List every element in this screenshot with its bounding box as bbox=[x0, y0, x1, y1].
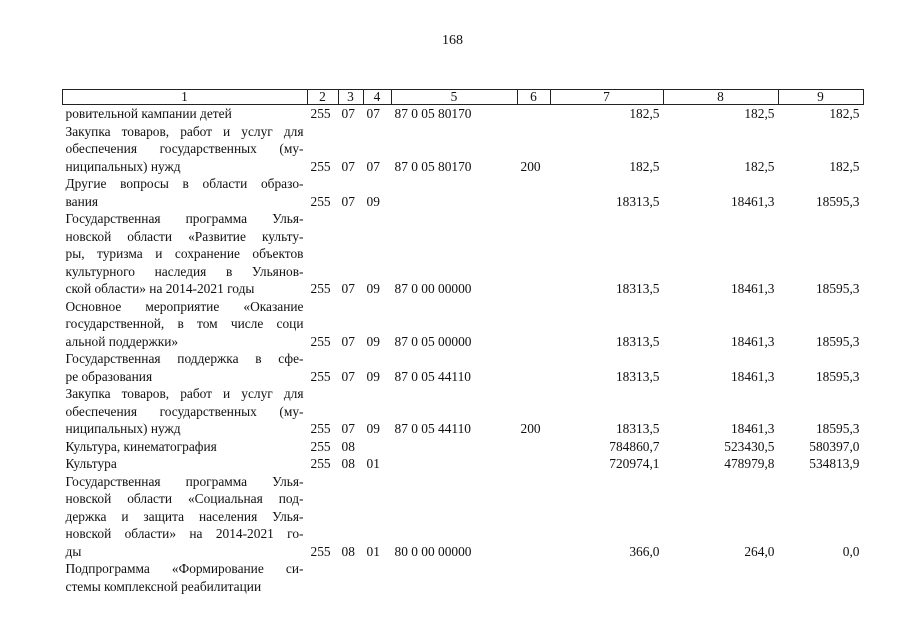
row-description-line: ниципальных) нужд bbox=[65, 158, 181, 174]
row-description-line: Государственная программа Улья- bbox=[65, 473, 304, 489]
row-description-line: Государственная поддержка в сфе- bbox=[65, 351, 304, 366]
cell-c8 bbox=[664, 140, 779, 158]
cell-c4 bbox=[364, 403, 392, 421]
cell-c5: 87 0 05 80170 bbox=[394, 158, 472, 174]
cell-c4: 09 bbox=[366, 368, 380, 384]
cell-c2: 255 bbox=[310, 456, 331, 471]
cell-c8: 18461,3 bbox=[730, 333, 775, 349]
table-row bbox=[63, 403, 864, 421]
cell-c9: 534813,9 bbox=[809, 456, 860, 471]
cell-c2 bbox=[308, 315, 339, 333]
cell-c9 bbox=[779, 175, 864, 193]
row-description-line: новской области» на 2014-2021 го- bbox=[65, 526, 304, 541]
row-description-line: стемы комплексной реабилитации bbox=[65, 578, 262, 594]
cell-c3 bbox=[339, 525, 364, 543]
column-header-6: 6 bbox=[518, 90, 551, 105]
cell-c6 bbox=[518, 123, 551, 141]
cell-c7: 182,5 bbox=[629, 106, 660, 121]
cell-c9 bbox=[779, 473, 864, 491]
cell-c6 bbox=[518, 455, 551, 473]
cell-c3: 07 bbox=[341, 281, 355, 296]
cell-c8 bbox=[664, 578, 779, 596]
cell-c7 bbox=[551, 525, 664, 543]
cell-c4: 01 bbox=[366, 543, 380, 559]
budget-table bbox=[62, 89, 864, 595]
row-description-line: альной поддержки» bbox=[65, 333, 179, 349]
cell-c7 bbox=[551, 508, 664, 526]
row-description-line: обеспечения государственных (му- bbox=[65, 141, 304, 156]
table-row bbox=[63, 333, 864, 351]
column-header-4: 4 bbox=[364, 90, 392, 105]
cell-c2: 255 bbox=[310, 333, 331, 349]
cell-c4 bbox=[364, 228, 392, 246]
cell-c4 bbox=[364, 315, 392, 333]
row-description-line: Основное мероприятие «Оказание bbox=[65, 298, 304, 314]
cell-c8: 264,0 bbox=[744, 543, 775, 559]
cell-c2 bbox=[308, 490, 339, 508]
cell-c3 bbox=[339, 245, 364, 263]
cell-c2 bbox=[308, 560, 339, 578]
cell-c6 bbox=[518, 228, 551, 246]
table-row bbox=[63, 245, 864, 263]
cell-c6 bbox=[518, 525, 551, 543]
cell-c8 bbox=[664, 298, 779, 316]
cell-c3 bbox=[339, 263, 364, 281]
cell-c8: 18461,3 bbox=[730, 421, 775, 436]
table-row bbox=[63, 298, 864, 316]
cell-c3: 07 bbox=[341, 193, 355, 209]
cell-c4 bbox=[364, 578, 392, 596]
table-row bbox=[63, 438, 864, 456]
table-row bbox=[63, 455, 864, 473]
cell-c9 bbox=[779, 403, 864, 421]
cell-c9: 18595,3 bbox=[815, 368, 860, 384]
cell-c9 bbox=[779, 298, 864, 316]
cell-c8 bbox=[664, 175, 779, 193]
cell-c8 bbox=[664, 263, 779, 281]
cell-c2 bbox=[308, 228, 339, 246]
cell-c8: 18461,3 bbox=[730, 281, 775, 296]
cell-c7: 720974,1 bbox=[609, 456, 660, 471]
cell-c2: 255 bbox=[310, 543, 331, 559]
cell-c3: 08 bbox=[341, 438, 355, 454]
cell-c9: 18595,3 bbox=[815, 193, 860, 209]
cell-c7 bbox=[551, 175, 664, 193]
cell-c8 bbox=[664, 490, 779, 508]
cell-c9: 18595,3 bbox=[815, 281, 860, 296]
cell-c6 bbox=[518, 263, 551, 281]
cell-c5: 87 0 05 44110 bbox=[394, 368, 471, 384]
cell-c6 bbox=[518, 350, 551, 368]
cell-c2 bbox=[308, 175, 339, 193]
cell-c7 bbox=[551, 140, 664, 158]
cell-c2 bbox=[308, 385, 339, 403]
cell-c7 bbox=[551, 228, 664, 246]
cell-c7: 18313,5 bbox=[615, 421, 660, 436]
cell-c3 bbox=[339, 123, 364, 141]
row-description-line: вания bbox=[65, 193, 99, 209]
cell-c3 bbox=[339, 508, 364, 526]
table-row bbox=[63, 263, 864, 281]
row-description-line: новской области «Развитие культу- bbox=[65, 228, 304, 244]
cell-c6 bbox=[518, 560, 551, 578]
cell-c8 bbox=[664, 385, 779, 403]
table-row bbox=[63, 490, 864, 508]
row-description-line: ровительной кампании детей bbox=[65, 106, 232, 121]
row-description-line: Подпрограмма «Формирование си- bbox=[65, 561, 304, 576]
cell-c2 bbox=[308, 525, 339, 543]
cell-c4: 09 bbox=[366, 421, 380, 436]
cell-c6 bbox=[518, 175, 551, 193]
row-description-line: культурного наследия в Ульянов- bbox=[65, 263, 304, 279]
cell-c8 bbox=[664, 228, 779, 246]
cell-c5: 80 0 00 00000 bbox=[394, 543, 472, 559]
cell-c4 bbox=[364, 473, 392, 491]
cell-c3 bbox=[339, 490, 364, 508]
cell-c7 bbox=[551, 263, 664, 281]
cell-c3 bbox=[339, 560, 364, 578]
cell-c9 bbox=[779, 140, 864, 158]
row-description-line: обеспечения государственных (му- bbox=[65, 403, 304, 419]
cell-c6 bbox=[518, 245, 551, 263]
cell-c4 bbox=[364, 123, 392, 141]
cell-c3 bbox=[339, 385, 364, 403]
cell-c4: 09 bbox=[366, 193, 380, 209]
cell-c6 bbox=[518, 140, 551, 158]
cell-c6 bbox=[518, 298, 551, 316]
cell-c9: 18595,3 bbox=[815, 421, 860, 436]
cell-c5 bbox=[392, 473, 518, 491]
cell-c8 bbox=[664, 210, 779, 228]
cell-c8 bbox=[664, 245, 779, 263]
cell-c3: 08 bbox=[341, 543, 355, 559]
cell-c7 bbox=[551, 385, 664, 403]
table-row bbox=[63, 140, 864, 158]
cell-c5 bbox=[392, 315, 518, 333]
table-row bbox=[63, 193, 864, 211]
cell-c2 bbox=[308, 473, 339, 491]
cell-c6 bbox=[518, 193, 551, 211]
cell-c8 bbox=[664, 560, 779, 578]
cell-c2 bbox=[308, 123, 339, 141]
cell-c3: 07 bbox=[341, 368, 355, 384]
row-description-line: ры, туризма и сохранение объектов bbox=[65, 246, 304, 261]
cell-c5 bbox=[392, 350, 518, 368]
cell-c4 bbox=[364, 508, 392, 526]
cell-c9 bbox=[779, 228, 864, 246]
table-row bbox=[63, 385, 864, 403]
cell-c4 bbox=[364, 140, 392, 158]
cell-c6 bbox=[518, 508, 551, 526]
cell-c5 bbox=[392, 175, 518, 193]
cell-c9 bbox=[779, 525, 864, 543]
cell-c5 bbox=[392, 490, 518, 508]
cell-c3 bbox=[339, 315, 364, 333]
cell-c7 bbox=[551, 560, 664, 578]
cell-c2: 255 bbox=[310, 158, 331, 174]
cell-c5 bbox=[392, 193, 518, 211]
cell-c5 bbox=[392, 578, 518, 596]
cell-c5: 87 0 05 00000 bbox=[394, 333, 472, 349]
table-row bbox=[63, 158, 864, 176]
cell-c3 bbox=[339, 473, 364, 491]
cell-c3 bbox=[339, 298, 364, 316]
column-header-7: 7 bbox=[551, 90, 664, 105]
cell-c8 bbox=[664, 350, 779, 368]
column-header-9: 9 bbox=[779, 90, 864, 105]
cell-c5 bbox=[392, 123, 518, 141]
cell-c7 bbox=[551, 350, 664, 368]
column-header-5: 5 bbox=[392, 90, 518, 105]
cell-c5 bbox=[392, 508, 518, 526]
cell-c8 bbox=[664, 525, 779, 543]
header-row bbox=[63, 90, 864, 105]
table-row bbox=[63, 210, 864, 228]
cell-c7 bbox=[551, 123, 664, 141]
cell-c6 bbox=[518, 578, 551, 596]
cell-c2 bbox=[308, 403, 339, 421]
row-description-line: новской области «Социальная под- bbox=[65, 491, 304, 506]
table-row bbox=[63, 368, 864, 386]
cell-c2: 255 bbox=[310, 193, 331, 209]
cell-c5 bbox=[392, 263, 518, 281]
cell-c7: 18313,5 bbox=[615, 281, 660, 296]
column-header-2: 2 bbox=[308, 90, 339, 105]
cell-c7 bbox=[551, 490, 664, 508]
table-row bbox=[63, 228, 864, 246]
cell-c5 bbox=[392, 438, 518, 456]
cell-c4 bbox=[364, 263, 392, 281]
cell-c4: 09 bbox=[366, 333, 380, 349]
cell-c3: 07 bbox=[341, 421, 355, 436]
cell-c3 bbox=[339, 210, 364, 228]
cell-c4: 09 bbox=[366, 281, 380, 296]
cell-c4: 07 bbox=[366, 158, 380, 174]
cell-c2 bbox=[308, 350, 339, 368]
column-header-8: 8 bbox=[664, 90, 779, 105]
row-description-line: Другие вопросы в области образо- bbox=[65, 176, 304, 191]
table-row bbox=[63, 280, 864, 298]
cell-c7: 18313,5 bbox=[615, 193, 660, 209]
cell-c9 bbox=[779, 560, 864, 578]
table-row bbox=[63, 525, 864, 543]
cell-c6 bbox=[518, 385, 551, 403]
cell-c9 bbox=[779, 245, 864, 263]
cell-c2 bbox=[308, 140, 339, 158]
table-row bbox=[63, 175, 864, 193]
cell-c6 bbox=[518, 368, 551, 386]
table-row bbox=[63, 350, 864, 368]
cell-c3 bbox=[339, 228, 364, 246]
table-row bbox=[63, 578, 864, 596]
table-row bbox=[63, 473, 864, 491]
cell-c5: 87 0 05 80170 bbox=[394, 106, 472, 121]
cell-c2: 255 bbox=[310, 421, 331, 436]
cell-c9 bbox=[779, 385, 864, 403]
cell-c2 bbox=[308, 508, 339, 526]
table-row bbox=[63, 508, 864, 526]
cell-c2 bbox=[308, 263, 339, 281]
cell-c2: 255 bbox=[310, 106, 331, 121]
cell-c7: 366,0 bbox=[629, 543, 660, 559]
cell-c5: 87 0 05 44110 bbox=[394, 421, 471, 436]
cell-c2 bbox=[308, 210, 339, 228]
column-header-3: 3 bbox=[339, 90, 364, 105]
cell-c4 bbox=[364, 298, 392, 316]
cell-c7: 18313,5 bbox=[615, 333, 660, 349]
cell-c9 bbox=[779, 490, 864, 508]
cell-c6 bbox=[518, 280, 551, 298]
cell-c5 bbox=[392, 140, 518, 158]
table-body bbox=[63, 105, 864, 596]
table-row bbox=[63, 560, 864, 578]
cell-c8: 182,5 bbox=[744, 106, 775, 121]
cell-c3: 08 bbox=[341, 456, 355, 471]
cell-c9: 182,5 bbox=[829, 106, 860, 121]
cell-c9 bbox=[779, 210, 864, 228]
cell-c4 bbox=[364, 438, 392, 456]
cell-c4 bbox=[364, 350, 392, 368]
cell-c2 bbox=[308, 578, 339, 596]
cell-c3: 07 bbox=[341, 158, 355, 174]
cell-c2 bbox=[308, 245, 339, 263]
cell-c9 bbox=[779, 508, 864, 526]
cell-c7: 182,5 bbox=[629, 158, 660, 174]
row-description-line: ниципальных) нужд bbox=[65, 421, 181, 436]
table-row bbox=[63, 420, 864, 438]
row-description-line: Закупка товаров, работ и услуг для bbox=[65, 386, 304, 401]
cell-c9 bbox=[779, 263, 864, 281]
cell-c6 bbox=[518, 105, 551, 123]
cell-c7 bbox=[551, 403, 664, 421]
cell-c5 bbox=[392, 403, 518, 421]
cell-c3 bbox=[339, 140, 364, 158]
cell-c7: 784860,7 bbox=[609, 438, 660, 454]
cell-c9: 18595,3 bbox=[815, 333, 860, 349]
row-description-line: ды bbox=[65, 543, 82, 559]
cell-c3: 07 bbox=[341, 106, 355, 121]
cell-c2 bbox=[308, 298, 339, 316]
cell-c8 bbox=[664, 403, 779, 421]
cell-c8 bbox=[664, 473, 779, 491]
row-description-line: ской области» на 2014-2021 годы bbox=[65, 281, 255, 296]
cell-c8 bbox=[664, 315, 779, 333]
row-description-line: государственной, в том числе соци bbox=[65, 316, 304, 331]
row-description-line: Культура bbox=[65, 456, 117, 471]
cell-c4 bbox=[364, 385, 392, 403]
cell-c6 bbox=[518, 315, 551, 333]
cell-c5 bbox=[392, 245, 518, 263]
cell-c6 bbox=[518, 490, 551, 508]
cell-c4: 07 bbox=[366, 106, 380, 121]
cell-c4: 01 bbox=[366, 456, 380, 471]
column-header-1: 1 bbox=[63, 90, 308, 105]
cell-c7 bbox=[551, 315, 664, 333]
cell-c4 bbox=[364, 245, 392, 263]
cell-c8: 182,5 bbox=[744, 158, 775, 174]
cell-c6 bbox=[518, 543, 551, 561]
cell-c2: 255 bbox=[310, 281, 331, 296]
row-description-line: держка и защита населения Улья- bbox=[65, 508, 304, 524]
cell-c2: 255 bbox=[310, 438, 331, 454]
cell-c6 bbox=[518, 473, 551, 491]
cell-c5 bbox=[392, 560, 518, 578]
cell-c9 bbox=[779, 123, 864, 141]
cell-c9: 0,0 bbox=[842, 543, 860, 559]
cell-c5: 87 0 00 00000 bbox=[394, 281, 472, 296]
cell-c6 bbox=[518, 438, 551, 456]
cell-c5 bbox=[392, 210, 518, 228]
table-row bbox=[63, 543, 864, 561]
cell-c4 bbox=[364, 525, 392, 543]
cell-c8: 18461,3 bbox=[730, 368, 775, 384]
cell-c5 bbox=[392, 228, 518, 246]
cell-c3 bbox=[339, 175, 364, 193]
cell-c6: 200 bbox=[520, 158, 541, 174]
cell-c8: 18461,3 bbox=[730, 193, 775, 209]
cell-c9: 182,5 bbox=[829, 158, 860, 174]
cell-c6 bbox=[518, 333, 551, 351]
cell-c9 bbox=[779, 578, 864, 596]
cell-c7 bbox=[551, 473, 664, 491]
cell-c3 bbox=[339, 350, 364, 368]
cell-c8 bbox=[664, 123, 779, 141]
cell-c9 bbox=[779, 350, 864, 368]
cell-c6: 200 bbox=[520, 421, 541, 436]
cell-c7 bbox=[551, 210, 664, 228]
cell-c6 bbox=[518, 403, 551, 421]
cell-c6 bbox=[518, 210, 551, 228]
cell-c9: 580397,0 bbox=[809, 438, 860, 454]
cell-c4 bbox=[364, 175, 392, 193]
cell-c7 bbox=[551, 298, 664, 316]
cell-c7: 18313,5 bbox=[615, 368, 660, 384]
cell-c4 bbox=[364, 490, 392, 508]
row-description-line: Государственная программа Улья- bbox=[65, 211, 304, 226]
cell-c9 bbox=[779, 315, 864, 333]
cell-c5 bbox=[392, 525, 518, 543]
cell-c7 bbox=[551, 578, 664, 596]
table-row bbox=[63, 123, 864, 141]
row-description-line: Культура, кинематография bbox=[65, 438, 217, 454]
cell-c3: 07 bbox=[341, 333, 355, 349]
cell-c8: 478979,8 bbox=[724, 456, 775, 471]
table-row bbox=[63, 105, 864, 123]
cell-c8 bbox=[664, 508, 779, 526]
page-number: 168 bbox=[442, 33, 463, 48]
table-row bbox=[63, 315, 864, 333]
cell-c5 bbox=[392, 385, 518, 403]
cell-c8: 523430,5 bbox=[724, 438, 775, 454]
cell-c4 bbox=[364, 210, 392, 228]
row-description-line: ре образования bbox=[65, 368, 153, 384]
cell-c4 bbox=[364, 560, 392, 578]
cell-c2: 255 bbox=[310, 368, 331, 384]
cell-c3 bbox=[339, 578, 364, 596]
cell-c5 bbox=[392, 455, 518, 473]
cell-c7 bbox=[551, 245, 664, 263]
table-header bbox=[63, 90, 864, 105]
cell-c5 bbox=[392, 298, 518, 316]
cell-c3 bbox=[339, 403, 364, 421]
row-description-line: Закупка товаров, работ и услуг для bbox=[65, 123, 304, 139]
